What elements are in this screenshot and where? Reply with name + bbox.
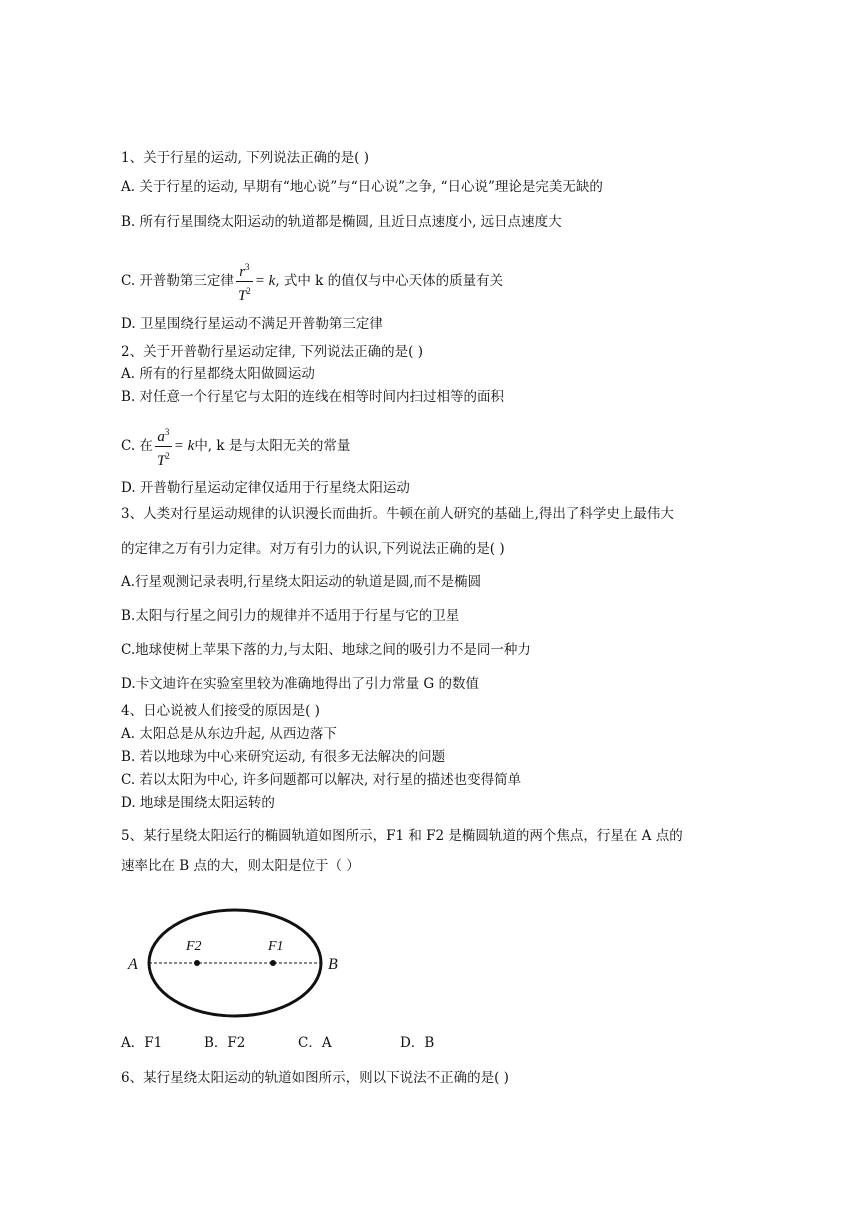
q2-formula-denominator-exp: 2 [165, 451, 170, 461]
q4-option-c: C. 若以太阳为中心, 许多问题都可以解决, 对行星的描述也变得简单 [121, 772, 522, 788]
focus-f2-dot [194, 960, 200, 966]
q1-option-c-prefix: C. 开普勒第三定律 [121, 273, 234, 289]
q2-formula-equals: = k [173, 438, 195, 454]
q3-option-b: B.太阳与行星之间引力的规律并不适用于行星与它的卫星 [121, 608, 460, 624]
q2-option-c-prefix: C. 在 [121, 438, 153, 454]
q5-option-b: B．F2 [204, 1035, 246, 1051]
q2-option-a: A. 所有的行星都绕太阳做圆运动 [121, 366, 315, 382]
q1-option-a: A. 关于行星的运动, 早期有“地心说”与“日心说”之争, “日心说”理论是完美无缺的 [121, 179, 603, 195]
focus-f1-label: F1 [268, 939, 284, 954]
q1-stem: 1、关于行星的运动, 下列说法正确的是( ) [121, 150, 369, 166]
q5-options [121, 1034, 434, 1052]
q3-stem-line2: 的定律之万有引力定律。对万有引力的认识,下列说法正确的是( ) [121, 541, 505, 557]
q3-stem-line1: 3、人类对行星运动规律的认识漫长而曲折。牛顿在前人研究的基础上,得出了科学史上最伟大 [121, 506, 674, 522]
q5-stem-line1: 5、某行星绕太阳运行的椭圆轨道如图所示，F1 和 F2 是椭圆轨道的两个焦点，行星在 A 点的 [121, 828, 683, 844]
q1-option-b: B. 所有行星围绕太阳运动的轨道都是椭圆, 且近日点速度小, 远日点速度大 [121, 214, 562, 230]
q1-formula-denominator: T [237, 288, 247, 304]
q2-formula-denominator: T [156, 453, 166, 469]
q1-formula-equals: = k [254, 273, 276, 289]
point-b-label: B [328, 956, 338, 973]
q2-option-c-suffix: 中, k 是与太阳无关的常量 [194, 438, 351, 454]
focus-f1-dot [270, 960, 276, 966]
q3-option-a: A.行星观测记录表明,行星绕太阳运动的轨道是圆,而不是椭圆 [121, 574, 482, 590]
point-a-label: A [128, 956, 138, 973]
q5-option-c: C．A [298, 1035, 332, 1051]
q3-option-c: C.地球使树上苹果下落的力,与太阳、地球之间的吸引力不是同一种力 [121, 642, 531, 658]
q1-option-d: D. 卫星围绕行星运动不满足开普勒第三定律 [121, 316, 383, 332]
q2-formula-numerator-exp: 3 [164, 427, 170, 437]
q1-formula-denominator-exp: 2 [246, 286, 251, 296]
q3-option-d: D.卡文迪许在实验室里较为准确地得出了引力常量 G 的数值 [121, 676, 479, 692]
q4-option-b: B. 若以地球为中心来研究运动, 有很多无法解决的问题 [121, 749, 446, 765]
q4-stem: 4、日心说被人们接受的原因是( ) [121, 703, 320, 719]
q5-ellipse-figure [122, 905, 348, 1023]
q1-formula-numerator-exp: 3 [245, 262, 250, 272]
q2-option-d: D. 开普勒行星运动定律仅适用于行星绕太阳运动 [121, 480, 410, 496]
q4-option-d: D. 地球是围绕太阳运转的 [121, 795, 275, 811]
q2-formula-fraction [155, 423, 172, 470]
q5-option-a: A．F1 [121, 1035, 163, 1051]
focus-f2-label: F2 [186, 939, 202, 954]
q2-option-c [121, 423, 350, 470]
q1-option-c-suffix: , 式中 k 的值仅与中心天体的质量有关 [275, 273, 504, 289]
q2-option-b: B. 对任意一个行星它与太阳的连线在相等时间内扫过相等的面积 [121, 389, 505, 405]
q5-stem-line2: 速率比在 B 点的大，则太阳是位于（ ） [121, 858, 360, 874]
q4-option-a: A. 太阳总是从东边升起, 从西边落下 [121, 726, 337, 742]
q6-stem: 6、某行星绕太阳运动的轨道如图所示，则以下说法不正确的是( ) [121, 1070, 509, 1086]
q5-option-d: D．B [400, 1035, 435, 1051]
q1-formula-numerator: r [239, 264, 246, 280]
q1-formula-fraction [236, 258, 253, 305]
q1-option-c [121, 258, 503, 305]
q2-stem: 2、关于开普勒行星运动定律, 下列说法正确的是( ) [121, 344, 423, 360]
q2-formula-numerator: a [157, 429, 165, 445]
